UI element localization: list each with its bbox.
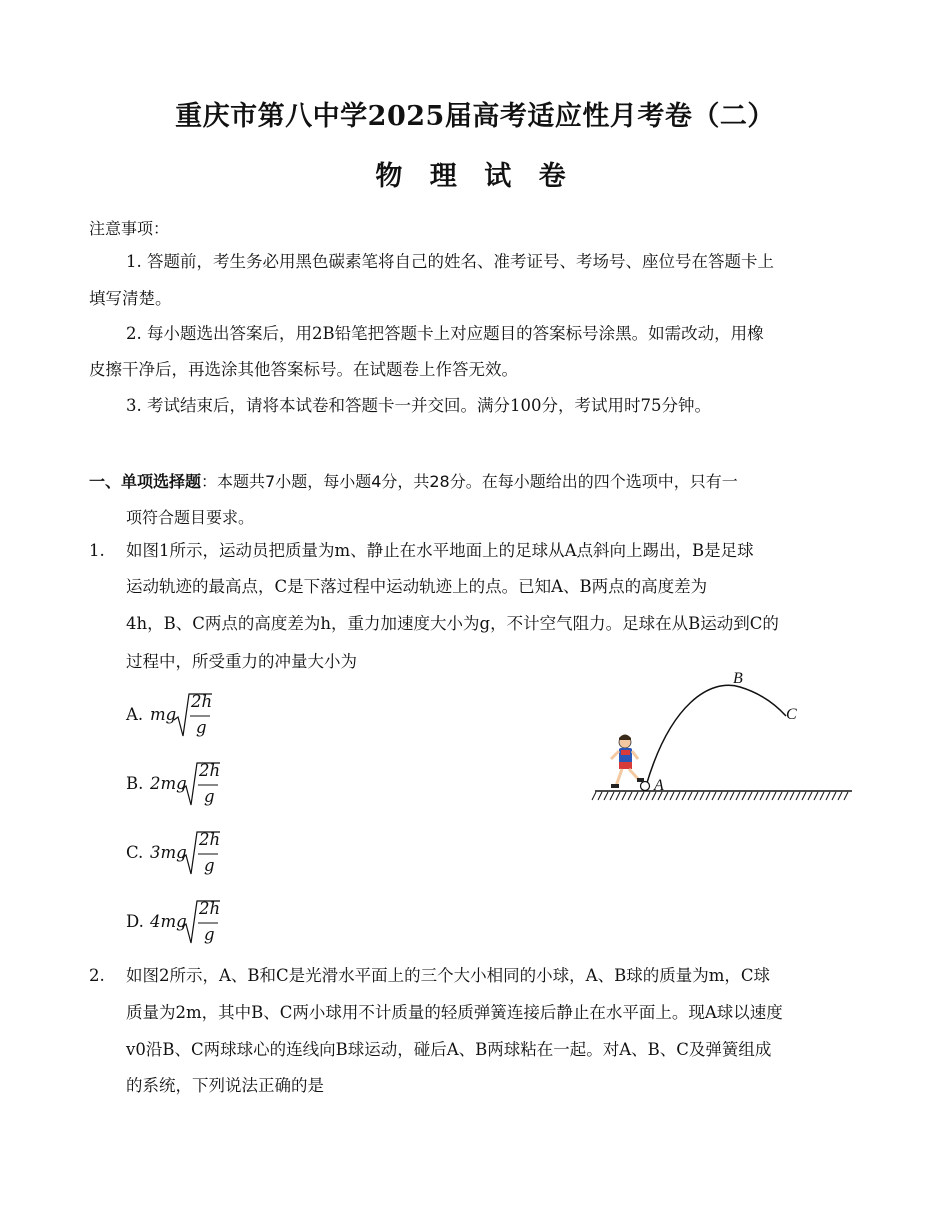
- ground-hatch: [592, 792, 848, 800]
- q1-number: 1.: [89, 541, 105, 560]
- option-coef: 2mg: [150, 774, 187, 793]
- q2-line-2: 质量为2m，其中B、C两小球用不计质量的轻质弹簧连接后静止在水平面上。现A球以速度: [126, 1003, 783, 1022]
- q1-line-4: 过程中，所受重力的冲量大小为: [126, 652, 357, 671]
- section-heading-line2: 项符合题目要求。: [126, 508, 255, 527]
- fraction-denominator: g: [196, 718, 207, 737]
- notice-line-3: 2. 每小题选出答案后，用2B铅笔把答题卡上对应题目的答案标号涂黑。如需改动，用橡: [126, 324, 764, 343]
- option-label: B.: [126, 774, 144, 793]
- q1-option-c[interactable]: [126, 828, 266, 878]
- option-label: D.: [126, 912, 144, 931]
- exam-title: 重庆市第八中学2025届高考适应性月考卷（二）: [175, 101, 775, 132]
- option-coef: mg: [150, 705, 177, 724]
- notice-line-4: 皮擦干净后，再选涂其他答案标号。在试题卷上作答无效。: [89, 360, 518, 379]
- option-coef: 4mg: [150, 912, 187, 931]
- notice-line-5: 3. 考试结束后，请将本试卷和答题卡一并交回。满分100分，考试用时75分钟。: [126, 396, 711, 415]
- trajectory-diagram: [590, 664, 860, 804]
- trajectory-curve: [646, 685, 786, 786]
- point-a-label: A: [654, 777, 664, 794]
- point-c-label: C: [786, 706, 797, 723]
- q1-option-d[interactable]: [126, 897, 266, 947]
- q1-line-2: 运动轨迹的最高点，C是下落过程中运动轨迹上的点。已知A、B两点的高度差为: [126, 577, 708, 596]
- fraction-denominator: g: [204, 925, 215, 944]
- option-label: A.: [126, 705, 144, 724]
- figure-1-trajectory: [590, 664, 860, 804]
- section-heading-bold: 一、单项选择题: [89, 472, 202, 491]
- q2-line-4: 的系统，下列说法正确的是: [126, 1076, 324, 1095]
- player-icon: [611, 735, 644, 789]
- notice-line-1: 1. 答题前，考生务必用黑色碳素笔将自己的姓名、准考证号、考场号、座位号在答题卡上: [126, 252, 774, 271]
- notice-line-2: 填写清楚。: [89, 289, 172, 308]
- section-heading-rest: ：本题共7小题，每小题4分，共28分。在每小题给出的四个选项中，只有一: [201, 472, 738, 491]
- notice-heading: 注意事项：: [89, 219, 170, 238]
- section-heading: [89, 469, 738, 492]
- fraction-denominator: g: [204, 787, 215, 806]
- option-coef: 3mg: [150, 843, 187, 862]
- q1-option-a[interactable]: [126, 690, 266, 740]
- q2-line-3: v0沿B、C两球球心的连线向B球运动，碰后A、B两球粘在一起。对A、B、C及弹簧组成: [126, 1040, 772, 1059]
- fraction-denominator: g: [204, 856, 215, 875]
- q1-line-3: 4h，B、C两点的高度差为h，重力加速度大小为g，不计空气阻力。足球在从B运动到C的: [126, 614, 779, 633]
- q2-line-1: 如图2所示，A、B和C是光滑水平面上的三个大小相同的小球，A、B球的质量为m，C球: [126, 966, 770, 985]
- q1-option-b[interactable]: [126, 759, 266, 809]
- fraction-numerator: 2h: [199, 761, 221, 780]
- fraction-numerator: 2h: [199, 830, 221, 849]
- fraction-numerator: 2h: [199, 899, 221, 918]
- subject-title: 物 理 试 卷: [375, 161, 575, 192]
- q1-line-1: 如图1所示，运动员把质量为m、静止在水平地面上的足球从A点斜向上踢出，B是足球: [126, 541, 754, 560]
- q2-number: 2.: [89, 966, 105, 985]
- fraction-numerator: 2h: [191, 692, 213, 711]
- point-b-label: B: [733, 670, 743, 687]
- football-icon: [641, 782, 650, 791]
- option-label: C.: [126, 843, 144, 862]
